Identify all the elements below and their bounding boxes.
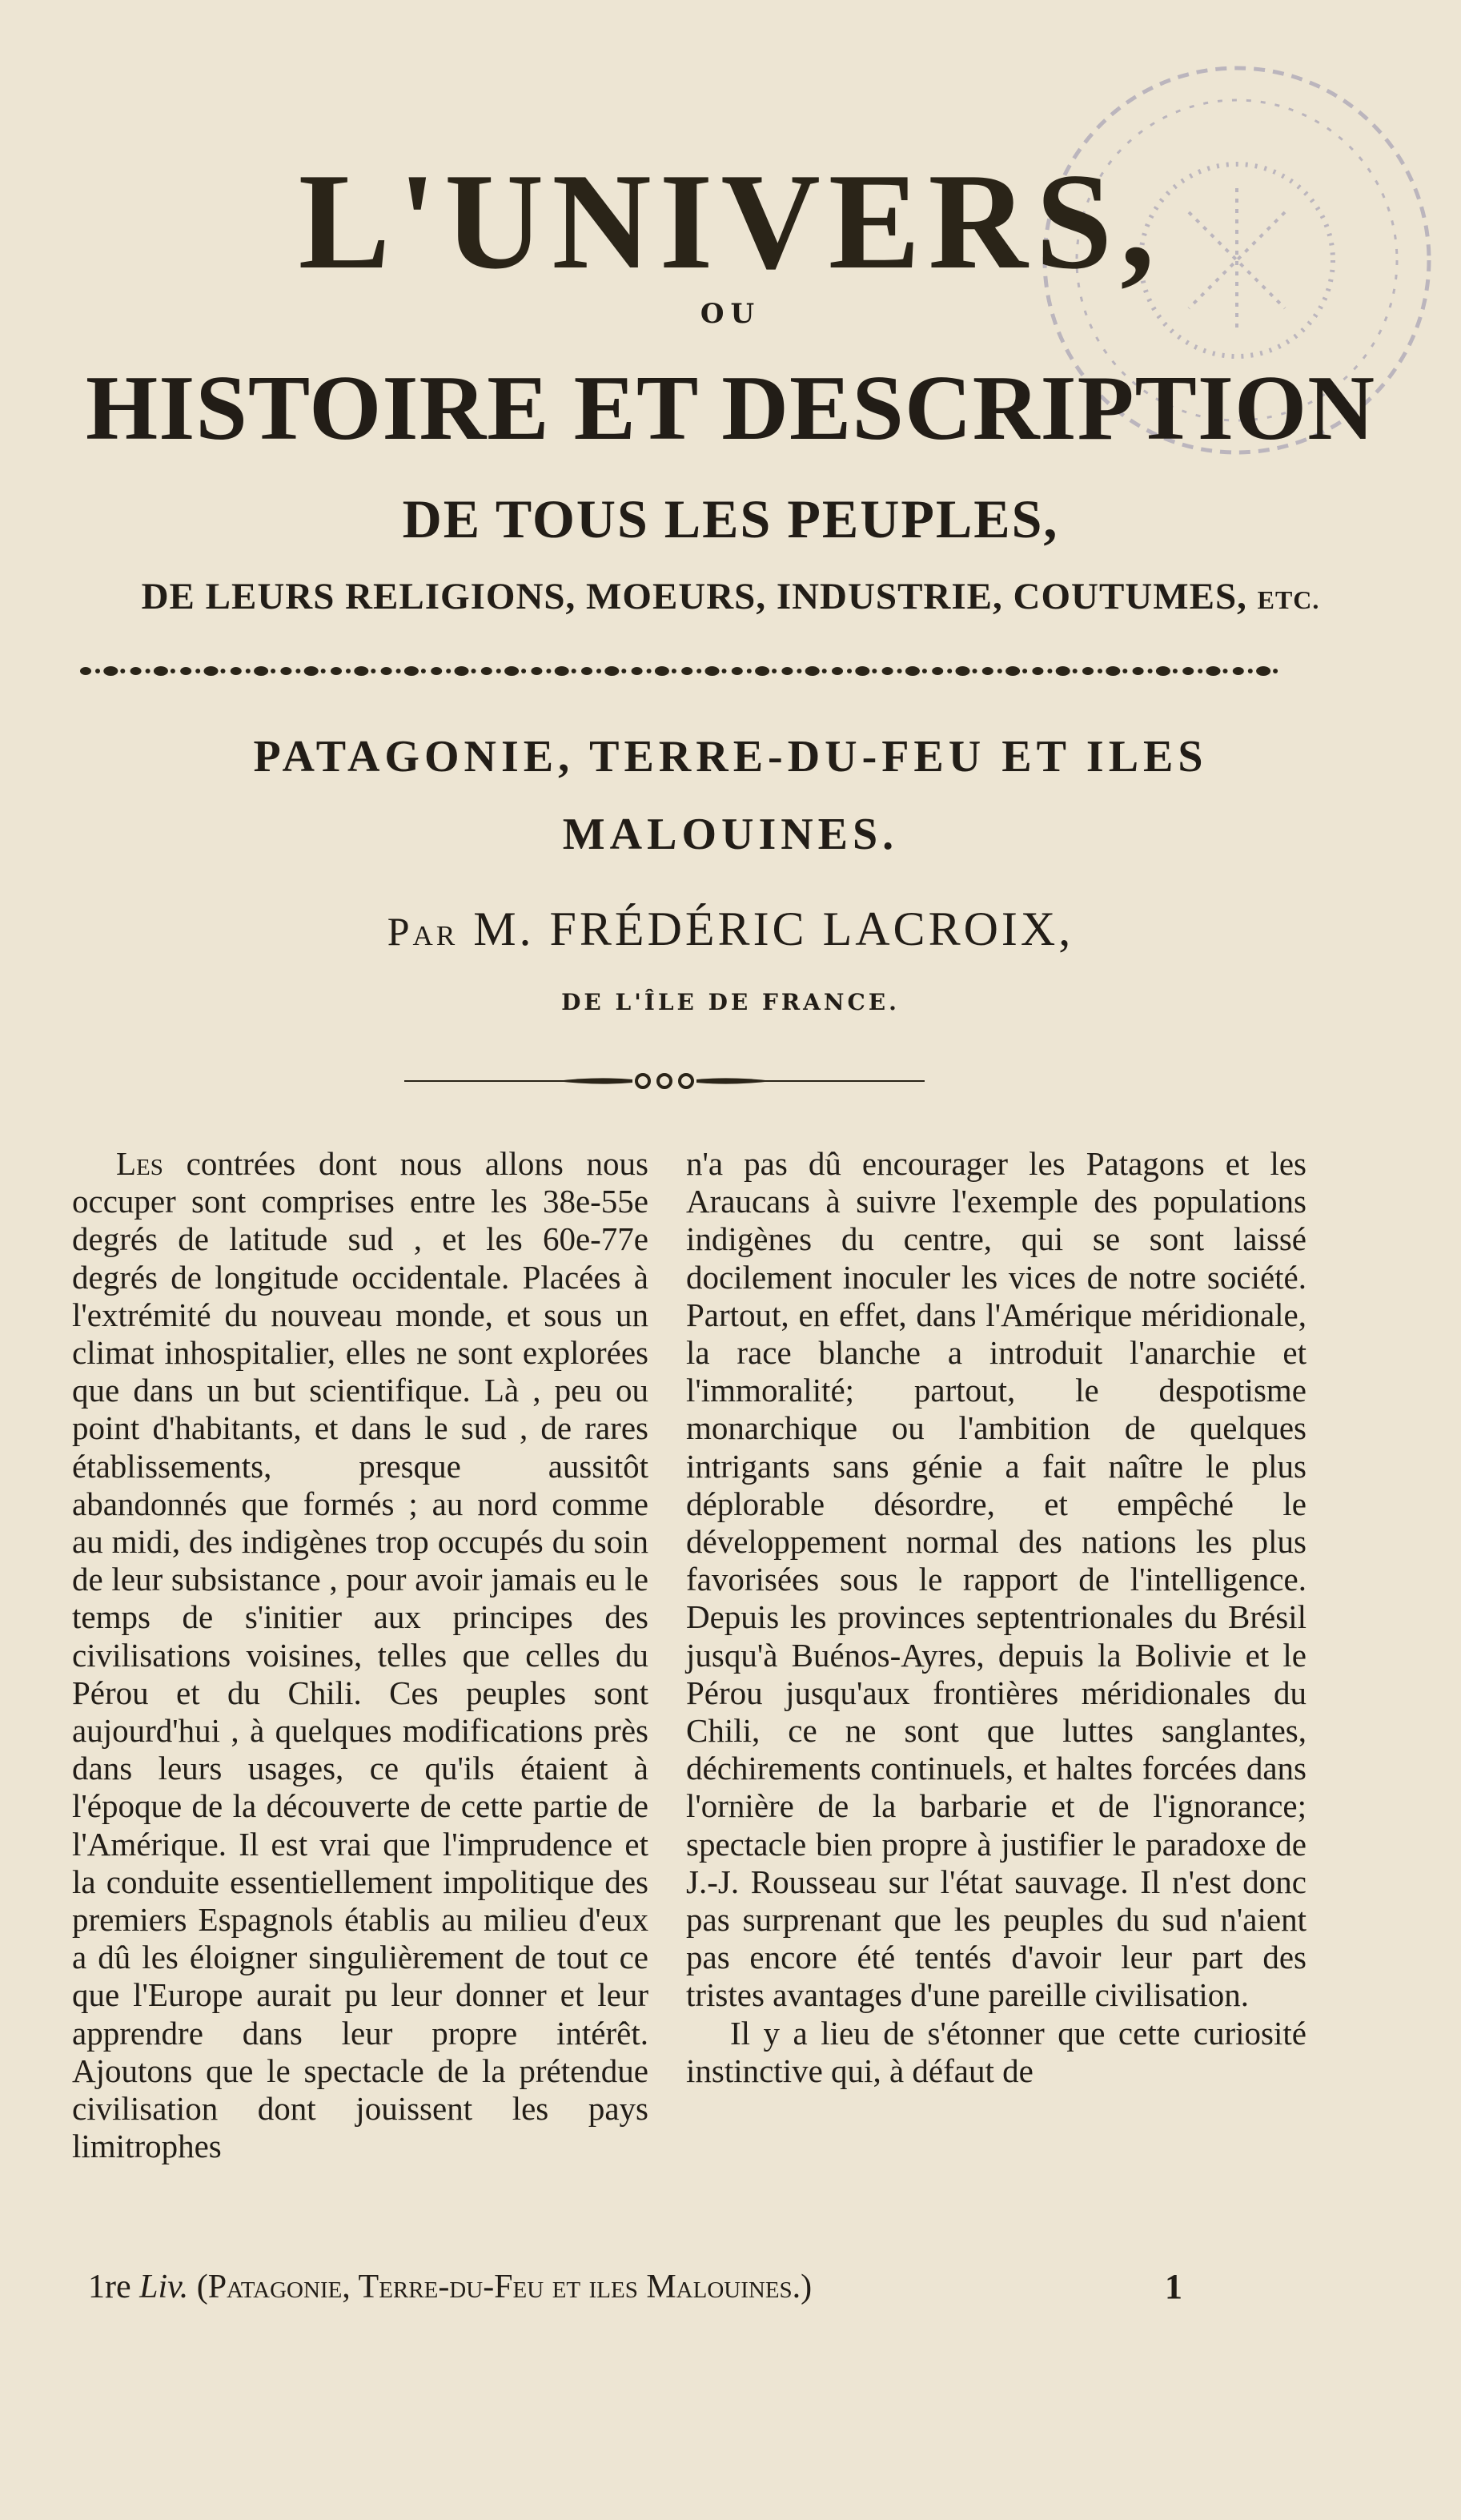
- footer-section: (Patagonie, Terre-du-Feu et iles Malouines.): [196, 2269, 813, 2305]
- section-rule-icon: [404, 1065, 925, 1097]
- livraison-label: Liv.: [139, 2269, 189, 2305]
- body-column-left: [72, 1145, 648, 2165]
- title-etc: ETC.: [1257, 585, 1320, 614]
- subject-line-1: PATAGONIE, TERRE-DU-FEU ET ILES: [253, 732, 1208, 782]
- livraison-number: 1re: [88, 2269, 131, 2305]
- paragraph-right-2: Il y a lieu de s'étonner que cette curiosité instinctive qui, à défaut de: [686, 2014, 1306, 2089]
- title-topics: [0, 573, 1461, 624]
- drop-lead: Les: [116, 1145, 163, 1182]
- title-conjunction: OU: [700, 298, 761, 330]
- title-subtitle: HISTOIRE ET DESCRIPTION: [85, 357, 1376, 460]
- title-main: L'UNIVERS,: [298, 146, 1163, 298]
- author-origin: DE L'ÎLE DE FRANCE.: [561, 989, 900, 1015]
- paragraph-left-text: contrées dont nous allons nous occuper sont comprises entre les 38e-55e degrés de latitude sud , et les 60e-77e degrés de longitude occidentale. Placées à l'extrémité du nouveau monde, et sous un climat inhospitalier, elles ne sont explorées que dans un but scientifique. Là , peu ou point d'habitants, et dans le sud , de rares établissements, presque aussitôt abandonnés que formés ; au nord comme au midi, des indigènes trop occupés du soin de leur subsistance , pour avoir jamais eu le temps de s'initier aux principes des civilisations voisines, telles que celles du Pérou et du Chili. Ces peuples sont aujourd'hui , à quelques modifications près dans leurs usages, ce qu'ils étaient à l'époque de la découverte de cette partie de l'Amérique. Il est vrai que l'imprudence et la conduite essentiellement impolitique des premiers Espagnols établis au milieu d'eux a dû les éloigner singulièrement de tout ce que l'Europe aurait pu leur donner et leur apprendre dans leur propre intérêt. Ajoutons que le spectacle de la prétendue civilisation dont jouissent les pays limitrophes: [72, 1145, 648, 2165]
- title-peoples: DE TOUS LES PEUPLES,: [402, 488, 1059, 549]
- subject-line-2: MALOUINES.: [562, 810, 899, 859]
- body-column-right: [686, 1145, 1306, 2090]
- author-line: [0, 897, 1461, 963]
- ornament-divider-icon: [76, 655, 1289, 687]
- page-number: 1: [1165, 2267, 1182, 2306]
- author-par: Par: [387, 909, 459, 954]
- title-topics-text: DE LEURS RELIGIONS, MOEURS, INDUSTRIE, COUTUMES,: [141, 576, 1247, 617]
- page-footer: [88, 2265, 1209, 2309]
- paragraph-right: n'a pas dû encourager les Patagons et les Araucans à suivre l'exemple des populations indigènes du centre, qui se sont laissé docilement inoculer les vices de notre société. Partout, en effet, dans l'Amérique méridionale, la race blanche a introduit l'anarchie et l'immoralité; partout, le despotisme monarchique ou l'ambition de quelques intrigants sans génie a fait naître le plus déplorable désordre, et empêché le développement normal des nations les plus favorisées sous le rapport de l'intelligence. Depuis les provinces septentrionales du Brésil jusqu'à Buénos-Ayres, depuis la Bolivie et le Pérou jusqu'aux frontières méridionales du Chili, ce ne sont que luttes sanglantes, déchirements continuels, et haltes forcées dans l'ornière de la barbarie et de l'ignorance; spectacle bien propre à justifier le paradoxe de J.-J. Rousseau sur l'état sauvage. Il n'est donc pas surprenant que les peuples du sud n'aient pas encore été tentés d'avoir leur part des tristes avantages d'une pareille civilisation.: [686, 1145, 1306, 2014]
- author-name: M. FRÉDÉRIC LACROIX,: [473, 902, 1074, 955]
- paragraph-left: [72, 1145, 648, 2165]
